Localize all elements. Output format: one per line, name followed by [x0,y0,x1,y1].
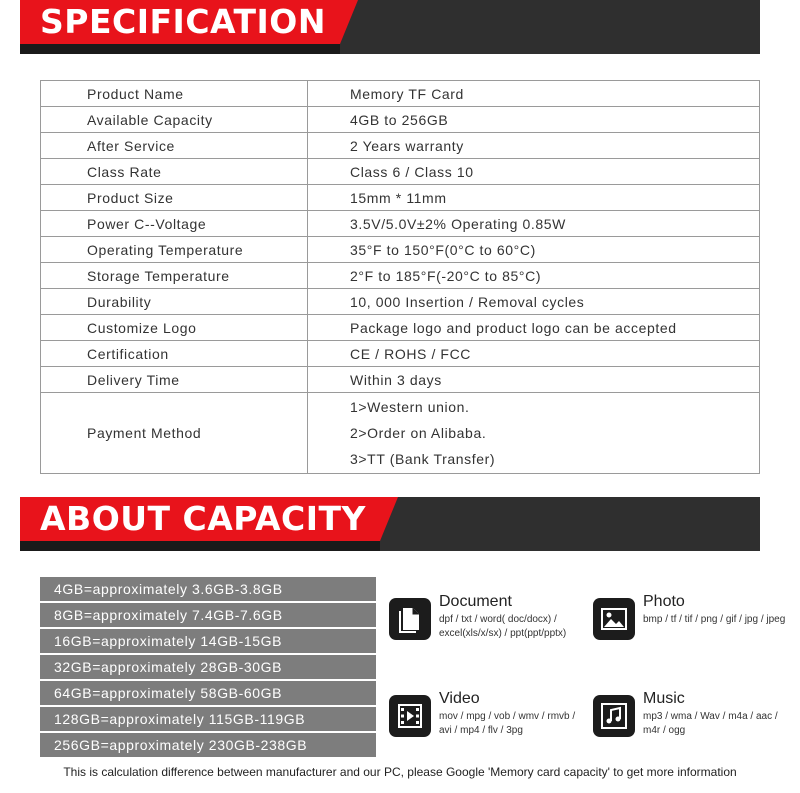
table-row [41,185,760,211]
capacity-list [40,577,376,759]
spec-key: Delivery Time [41,367,308,393]
spec-value: Within 3 days [308,367,760,393]
file-type-name: Video [439,690,480,707]
file-type-name: Photo [643,593,685,610]
music-icon [593,695,635,737]
table-row [41,289,760,315]
spec-value-payment [308,393,760,474]
spec-value: 4GB to 256GB [308,107,760,133]
list-item: 256GB=approximately 230GB-238GB [40,733,376,757]
file-type-photo [593,593,786,658]
photo-icon [593,598,635,640]
spec-key: Storage Temperature [41,263,308,289]
spec-value: 3.5V/5.0V±2% Operating 0.85W [308,211,760,237]
capacity-note: This is calculation difference between manufacturer and our PC, please Google 'Memory card capacity' to get more information [63,765,737,779]
spec-value: 2 Years warranty [308,133,760,159]
file-type-formats: bmp / tf / tif / png / gif / jpg / jpeg [643,614,786,625]
file-type-document [389,593,579,658]
list-item: 8GB=approximately 7.4GB-7.6GB [40,603,376,627]
table-row [41,81,760,107]
spec-key: After Service [41,133,308,159]
capacity-title: ABOUT CAPACITY [40,499,366,538]
spec-value: 2°F to 185°F(-20°C to 85°C) [308,263,760,289]
file-type-formats: dpf / txt / word( doc/docx) / excel(xls/x/sx) / ppt(ppt/pptx) [439,614,567,639]
spec-key: Class Rate [41,159,308,185]
spec-value: 10, 000 Insertion / Removal cycles [308,289,760,315]
spec-key: Customize Logo [41,315,308,341]
file-type-name: Music [643,690,685,707]
file-type-formats: mp3 / wma / Wav / m4a / aac / m4r / ogg [643,711,778,736]
spec-value: Memory TF Card [308,81,760,107]
spec-value: CE / ROHS / FCC [308,341,760,367]
spec-key: Available Capacity [41,107,308,133]
table-row [41,341,760,367]
table-row [41,159,760,185]
payment-option: 2>Order on Alibaba. [350,425,487,441]
spec-value: 35°F to 150°F(0°C to 60°C) [308,237,760,263]
spec-value: 15mm * 11mm [308,185,760,211]
spec-key: Durability [41,289,308,315]
table-row [41,393,760,474]
list-item: 64GB=approximately 58GB-60GB [40,681,376,705]
document-icon [389,598,431,640]
table-row [41,237,760,263]
spec-key: Certification [41,341,308,367]
table-row [41,315,760,341]
table-row [41,107,760,133]
list-item: 32GB=approximately 28GB-30GB [40,655,376,679]
banner-shadow [20,44,340,54]
specification-banner [20,0,760,54]
spec-key: Payment Method [41,393,308,474]
list-item: 4GB=approximately 3.6GB-3.8GB [40,577,376,601]
video-icon [389,695,431,737]
table-row [41,211,760,237]
file-type-music [593,690,783,755]
list-item: 128GB=approximately 115GB-119GB [40,707,376,731]
spec-key: Product Name [41,81,308,107]
spec-key: Operating Temperature [41,237,308,263]
payment-option: 3>TT (Bank Transfer) [350,451,496,467]
file-type-name: Document [439,593,512,610]
table-row [41,133,760,159]
spec-value: Class 6 / Class 10 [308,159,760,185]
specification-table [40,80,760,474]
payment-option: 1>Western union. [350,399,470,415]
spec-key: Power C--Voltage [41,211,308,237]
banner-shadow [20,541,380,551]
capacity-banner [20,497,760,551]
spec-key: Product Size [41,185,308,211]
table-row [41,263,760,289]
file-type-video [389,690,579,755]
spec-value: Package logo and product logo can be accepted [308,315,760,341]
specification-title: SPECIFICATION [40,2,326,41]
file-type-formats: mov / mpg / vob / wmv / rmvb / avi / mp4 / flv / 3pg [439,711,576,736]
table-row [41,367,760,393]
list-item: 16GB=approximately 14GB-15GB [40,629,376,653]
